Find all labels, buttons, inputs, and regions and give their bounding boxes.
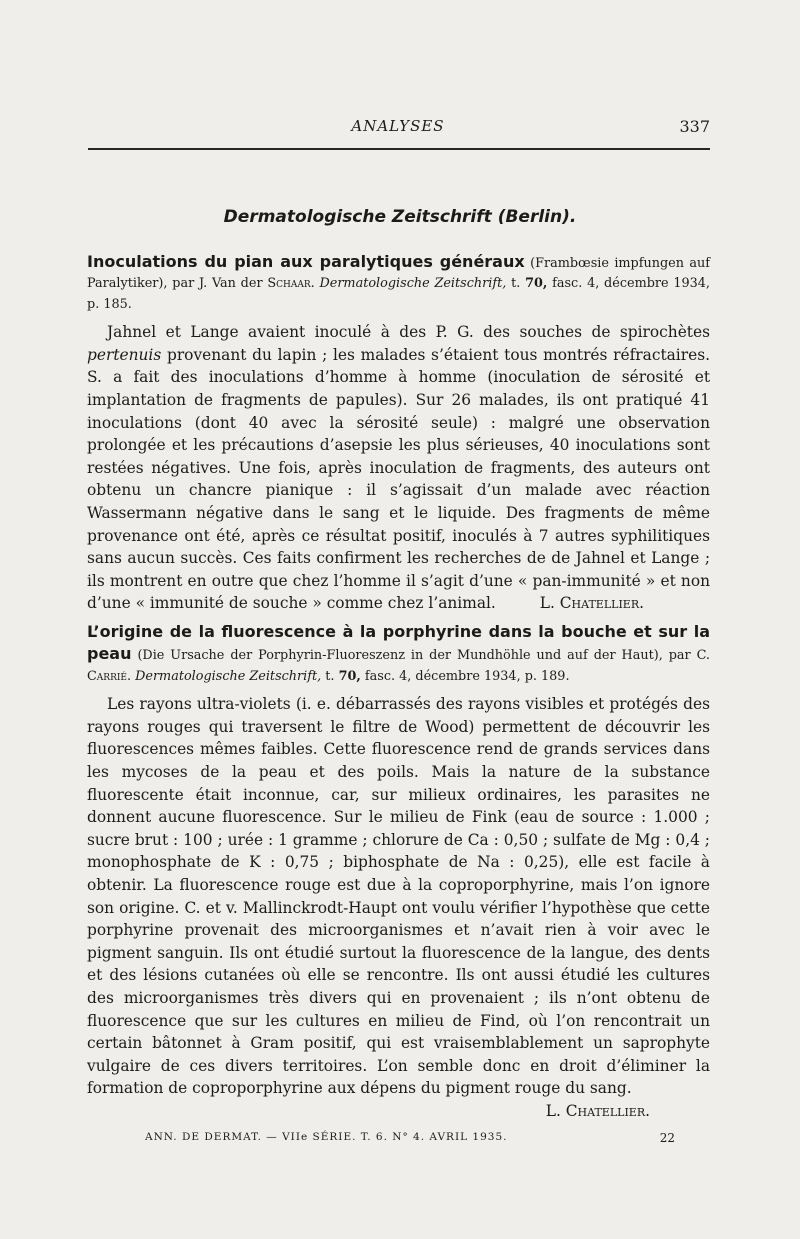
article-2-volume: 70, <box>338 668 361 684</box>
article-1-reference <box>87 252 710 315</box>
article-2 <box>87 622 710 1123</box>
article-1-ref-date: fasc. 4, décembre 1934, p. 185. <box>87 276 710 312</box>
article-1-author: Schaar <box>267 276 311 292</box>
article-2-ref-tome: t. <box>321 668 339 684</box>
article-2-ref-date: fasc. 4, décembre 1934, p. 189. <box>360 668 570 684</box>
article-2-body: Les rayons ultra-violets (i. e. débarrassés des rayons visibles et protégés des rayons rouges qui traversent le filtre de Wood) permettent de découvrir les fluorescences mêmes faibles. Cette fluorescence rend de grands services dans les mycoses de la peau et des poils. Mais la nature de la substance fluorescente était inconnue, car, sur milieux ordinaires, les parasites ne donnent aucune fluorescence. Sur le milieu de Fink (eau de source : 1.000 ; sucre brut : 100 ; urée : 1 gramme ; chlorure de Ca : 0,50 ; sulfate de Mg : 0,4 ; monophosphate de K : 0,75 ; biphosphate de Na : 0,25), elle est facile à obtenir. La fluorescence rouge est due à la coproporphyrine, mais l’on ignore son origine. C. et v. Mallinckrodt-Haupt ont voulu vérifier l’hypothèse que cette porphyrine provenait des microorganismes et n’avait rien à voir avec le pigment sanguin. Ils ont étudié surtout la fluorescence de la langue, des dents et des lésions cutanées où elle se rencontre. Ils ont aussi étudié les cultures des microorganismes très divers qui en provenaient ; ils n’ont obtenu de fluorescence que sur les cultures en milieu de Find, où l’on rencontrait un certain bâtonnet à Gram positif, qui est vraisemblablement un saprophyte vulgaire de ces divers territoires. L’on semble donc en droit d’éliminer la formation de coproporphyrine aux dépens du pigment rouge du sang. <box>87 695 710 1098</box>
article-1-journal: Dermatologische Zeitschrift, <box>319 276 507 292</box>
article-1-body-a: Jahnel et Lange avaient inoculé à des P. G. des souches de spirochètes <box>107 323 710 342</box>
article-2-ref-sep: . <box>126 668 136 684</box>
article-1-body-italic: pertenuis <box>87 345 162 364</box>
article-1-ref-text: (Frambœsie impfungen auf Paralytiker), par J. Van der <box>87 256 710 292</box>
article-2-signature: L. Chatellier. <box>545 1101 650 1120</box>
article-1 <box>87 252 710 615</box>
article-2-reference <box>87 622 710 687</box>
page-footer <box>145 1131 675 1143</box>
article-2-journal: Dermatologische Zeitschrift, <box>135 668 322 684</box>
footer-signature-number: 22 <box>659 1131 675 1145</box>
article-1-body-b: provenant du lapin ; les malades s’étaient tous montrés réfractaires. S. a fait des inoculations d’homme à homme (inoculation de sérosité et implantation de fragments de papules). Sur 26 malades, ils ont pratiqué 41 inoculations (dont 40 avec la sérosité seule) : malgré une observation prolongée et les précautions d’asepsie les plus sérieuses, 40 inoculations sont restées négatives. Une fois, après inoculation de fragments, des auteurs ont obtenu un chancre pianique : il s’agissait d’un malade avec réaction Wassermann négative dans le sang et le liquide. Des fragments de même provenance ont été, après ce résultat positif, inoculés à 7 autres syphilitiques sans aucun succès. Ces faits confirment les recherches de de Jahnel et Lange ; ils montrent en outre que chez l’homme il s’agit d’une « pan-immunité » et non d’une « immunité de souche » comme chez l’animal. <box>87 345 710 613</box>
article-1-title: Inoculations du pian aux paralytiques généraux <box>87 252 525 271</box>
journal-heading: Dermatologische Zeitschrift (Berlin). <box>223 207 577 227</box>
header-rule <box>88 148 710 150</box>
article-1-ref-tome: t. <box>506 276 526 292</box>
running-header <box>86 117 710 139</box>
running-title: ANALYSES <box>351 117 445 135</box>
article-2-title: L’origine de la fluorescence à la porphyrine dans la bouche et sur la peau <box>87 622 710 664</box>
article-2-author: Carrié <box>87 668 127 684</box>
footer-citation: ANN. DE DERMAT. — VIIe SÉRIE. T. 6. N° 4. AVRIL 1935. <box>145 1131 508 1143</box>
page-number: 337 <box>679 117 710 136</box>
article-1-body <box>87 321 710 615</box>
article-1-ref-sep: . <box>310 276 320 292</box>
article-1-signature: L. Chatellier. <box>539 594 644 613</box>
article-2-ref-text: (Die Ursache der Porphyrin-Fluoreszenz in der Mundhöhle und auf der Haut), par C. <box>131 648 710 664</box>
article-1-volume: 70, <box>525 276 548 292</box>
